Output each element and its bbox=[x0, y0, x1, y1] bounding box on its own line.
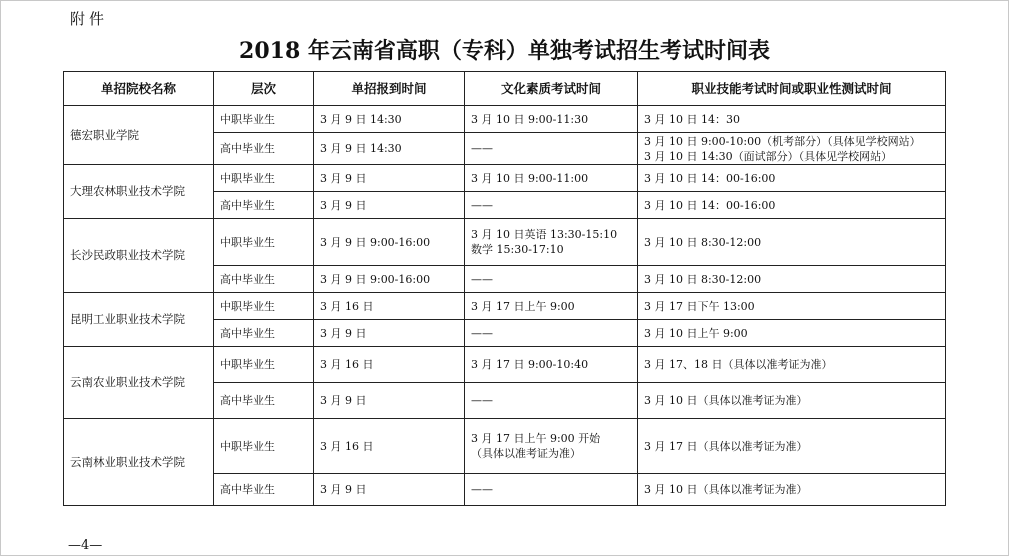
level-cell: 中职毕业生 bbox=[214, 293, 314, 320]
column-header-report-time: 单招报到时间 bbox=[314, 72, 465, 106]
culture-exam-cell bbox=[465, 192, 638, 219]
table-row bbox=[64, 106, 946, 133]
school-name: 云南农业职业技术学院 bbox=[64, 347, 214, 419]
skill-exam-cell-line: 3 月 17、18 日（具体以准考证为准） bbox=[644, 358, 833, 371]
level-cell: 高中毕业生 bbox=[214, 320, 314, 347]
school-name: 长沙民政职业技术学院 bbox=[64, 219, 214, 293]
table-row bbox=[64, 293, 946, 320]
table-row bbox=[64, 165, 946, 192]
level-cell: 中职毕业生 bbox=[214, 347, 314, 383]
level-cell: 高中毕业生 bbox=[214, 474, 314, 506]
school-name: 昆明工业职业技术学院 bbox=[64, 293, 214, 347]
skill-exam-cell-line: 3 月 10 日 9:00-10:00（机考部分）（具体见学校网站） bbox=[644, 134, 921, 148]
culture-exam-cell-line: 3 月 10 日英语 13:30-15:10 bbox=[471, 228, 618, 241]
skill-exam-cell bbox=[638, 192, 946, 219]
report-time-cell: 3 月 9 日 bbox=[314, 320, 465, 347]
culture-exam-cell-line: —— bbox=[471, 483, 493, 496]
culture-exam-cell bbox=[465, 383, 638, 419]
culture-exam-cell-line: 3 月 17 日上午 9:00 bbox=[471, 299, 575, 313]
report-time-cell: 3 月 9 日 bbox=[314, 474, 465, 506]
level-cell: 中职毕业生 bbox=[214, 219, 314, 266]
table-row bbox=[64, 347, 946, 383]
skill-exam-cell-line: 3 月 10 日（具体以准考证为准） bbox=[644, 483, 808, 496]
report-time-cell: 3 月 9 日 14:30 bbox=[314, 106, 465, 133]
report-time-cell: 3 月 9 日 14:30 bbox=[314, 133, 465, 165]
column-header-culture-exam-time: 文化素质考试时间 bbox=[465, 72, 638, 106]
culture-exam-cell-line: 3 月 17 日上午 9:00 开始 bbox=[471, 432, 601, 445]
skill-exam-cell bbox=[638, 133, 946, 165]
skill-exam-cell bbox=[638, 219, 946, 266]
level-cell: 高中毕业生 bbox=[214, 133, 314, 165]
school-name: 云南林业职业技术学院 bbox=[64, 419, 214, 506]
skill-exam-cell bbox=[638, 320, 946, 347]
report-time-cell: 3 月 9 日 bbox=[314, 165, 465, 192]
report-time-cell: 3 月 9 日 9:00-16:00 bbox=[314, 219, 465, 266]
skill-exam-cell-line: 3 月 10 日 14:30（面试部分）（具体见学校网站） bbox=[644, 149, 893, 163]
table-body bbox=[64, 106, 946, 506]
culture-exam-cell bbox=[465, 165, 638, 192]
exam-schedule-table bbox=[63, 71, 946, 506]
level-cell: 中职毕业生 bbox=[214, 165, 314, 192]
culture-exam-cell-line: 3 月 17 日 9:00-10:40 bbox=[471, 358, 589, 371]
report-time-cell: 3 月 9 日 bbox=[314, 192, 465, 219]
skill-exam-cell bbox=[638, 266, 946, 293]
level-cell: 高中毕业生 bbox=[214, 383, 314, 419]
report-time-cell: 3 月 9 日 9:00-16:00 bbox=[314, 266, 465, 293]
page-title: 2018 年云南省高职（专科）单独考试招生考试时间表 bbox=[239, 38, 770, 64]
culture-exam-cell bbox=[465, 106, 638, 133]
attachment-label: 附件 bbox=[70, 10, 109, 28]
culture-exam-cell-line: —— bbox=[471, 198, 493, 212]
skill-exam-cell bbox=[638, 474, 946, 506]
culture-exam-cell bbox=[465, 266, 638, 293]
level-cell: 中职毕业生 bbox=[214, 419, 314, 474]
skill-exam-cell bbox=[638, 165, 946, 192]
table-row bbox=[64, 419, 946, 474]
level-cell: 高中毕业生 bbox=[214, 266, 314, 293]
skill-exam-cell bbox=[638, 293, 946, 320]
culture-exam-cell-line: —— bbox=[471, 142, 493, 155]
report-time-cell: 3 月 9 日 bbox=[314, 383, 465, 419]
table-row bbox=[64, 219, 946, 266]
culture-exam-cell bbox=[465, 219, 638, 266]
culture-exam-cell bbox=[465, 419, 638, 474]
culture-exam-cell bbox=[465, 293, 638, 320]
culture-exam-cell bbox=[465, 474, 638, 506]
column-header-level: 层次 bbox=[214, 72, 314, 106]
skill-exam-cell bbox=[638, 419, 946, 474]
culture-exam-cell bbox=[465, 133, 638, 165]
report-time-cell: 3 月 16 日 bbox=[314, 293, 465, 320]
culture-exam-cell-line: —— bbox=[471, 272, 493, 286]
skill-exam-cell bbox=[638, 106, 946, 133]
school-name: 德宏职业学院 bbox=[64, 106, 214, 165]
skill-exam-cell-line: 3 月 10 日（具体以准考证为准） bbox=[644, 394, 808, 407]
culture-exam-cell bbox=[465, 320, 638, 347]
skill-exam-cell-line: 3 月 10 日 14：30 bbox=[644, 112, 740, 126]
skill-exam-cell-line: 3 月 10 日上午 9:00 bbox=[644, 326, 748, 340]
report-time-cell: 3 月 16 日 bbox=[314, 419, 465, 474]
skill-exam-cell-line: 3 月 10 日 14：00-16:00 bbox=[644, 198, 776, 212]
culture-exam-cell-line: （具体以准考证为准） bbox=[471, 447, 581, 460]
skill-exam-cell-line: 3 月 10 日 8:30-12:00 bbox=[644, 235, 762, 249]
skill-exam-cell-line: 3 月 17 日（具体以准考证为准） bbox=[644, 439, 808, 453]
culture-exam-cell-line: 3 月 10 日 9:00-11:30 bbox=[471, 112, 589, 126]
column-header-school: 单招院校名称 bbox=[64, 72, 214, 106]
level-cell: 高中毕业生 bbox=[214, 192, 314, 219]
skill-exam-cell bbox=[638, 347, 946, 383]
report-time-cell: 3 月 16 日 bbox=[314, 347, 465, 383]
culture-exam-cell-line: 3 月 10 日 9:00-11:00 bbox=[471, 171, 589, 185]
skill-exam-cell-line: 3 月 17 日下午 13:00 bbox=[644, 299, 755, 313]
culture-exam-cell-line: —— bbox=[471, 394, 493, 407]
skill-exam-cell-line: 3 月 10 日 8:30-12:00 bbox=[644, 272, 762, 286]
culture-exam-cell bbox=[465, 347, 638, 383]
culture-exam-cell-line: 数学 15:30-17:10 bbox=[471, 243, 564, 256]
culture-exam-cell-line: —— bbox=[471, 326, 493, 340]
school-name: 大理农林职业技术学院 bbox=[64, 165, 214, 219]
level-cell: 中职毕业生 bbox=[214, 106, 314, 133]
skill-exam-cell bbox=[638, 383, 946, 419]
table-header-row bbox=[64, 72, 946, 106]
column-header-skill-exam-time: 职业技能考试时间或职业性测试时间 bbox=[638, 72, 946, 106]
skill-exam-cell-line: 3 月 10 日 14：00-16:00 bbox=[644, 171, 776, 185]
page-number: —4— bbox=[68, 538, 103, 553]
